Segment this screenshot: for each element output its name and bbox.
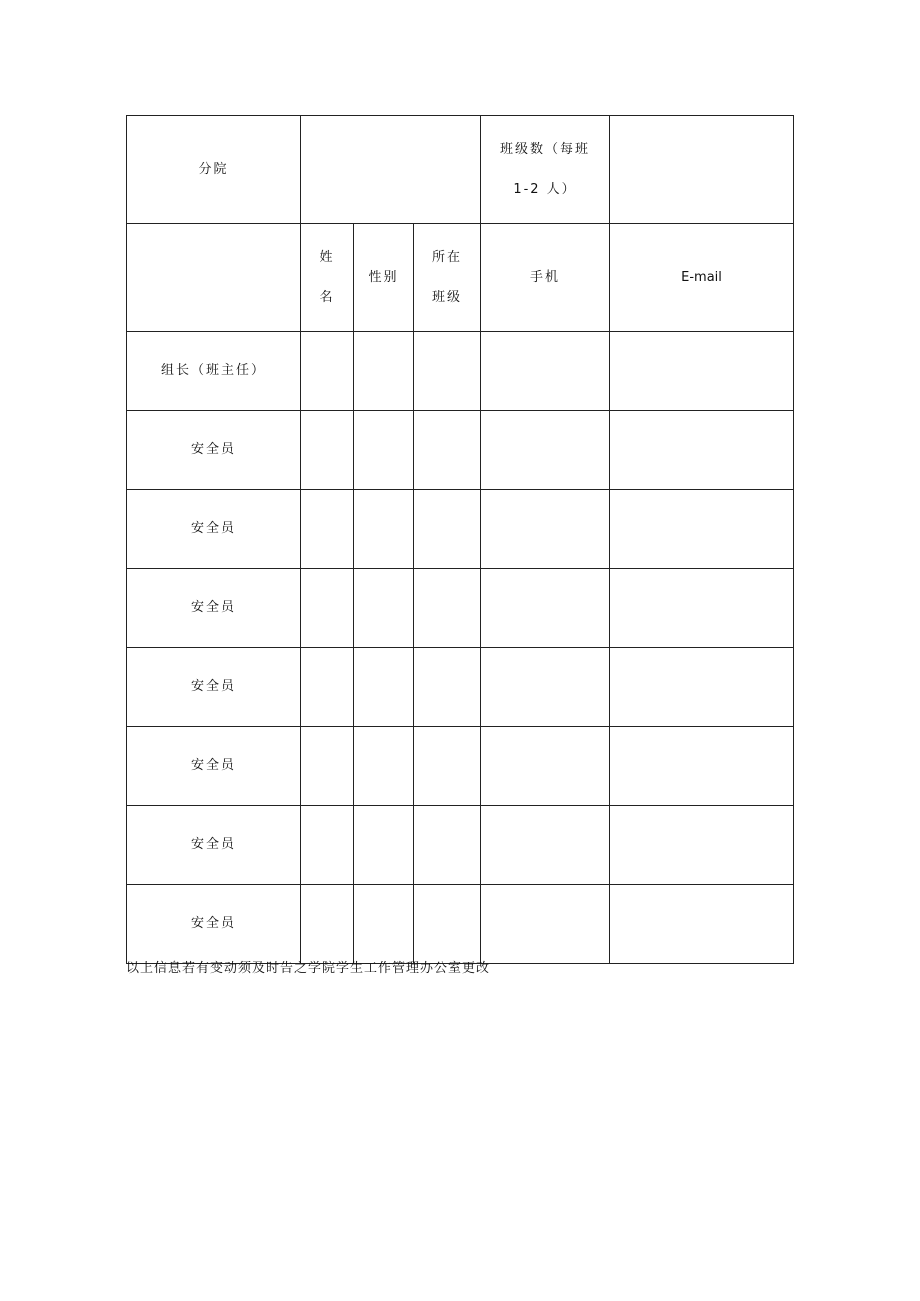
member-label-cell	[127, 806, 301, 885]
member-name-cell[interactable]	[301, 727, 354, 806]
leader-gender-cell[interactable]	[354, 332, 414, 411]
member-class-cell[interactable]	[414, 411, 481, 490]
name-header-line1: 姓	[319, 249, 335, 265]
leader-class-cell[interactable]	[414, 332, 481, 411]
member-row	[127, 648, 794, 727]
member-name-cell[interactable]	[301, 569, 354, 648]
member-label: 安全员	[190, 916, 236, 931]
member-gender-cell[interactable]	[354, 806, 414, 885]
leader-row	[127, 332, 794, 411]
name-column-header	[301, 224, 354, 332]
leader-phone-cell[interactable]	[481, 332, 610, 411]
class-count-label-line2: 1-2 人）	[513, 181, 577, 197]
member-phone-cell[interactable]	[481, 727, 610, 806]
footer-note: 以上信息若有变动须及时告之学院学生工作管理办公室更改	[126, 961, 491, 976]
name-header-line2: 名	[319, 289, 335, 305]
member-label: 安全员	[190, 837, 236, 852]
member-phone-cell[interactable]	[481, 806, 610, 885]
member-label-cell	[127, 727, 301, 806]
member-phone-cell[interactable]	[481, 490, 610, 569]
member-class-cell[interactable]	[414, 727, 481, 806]
leader-label: 组长（班主任）	[160, 363, 266, 378]
member-class-cell[interactable]	[414, 885, 481, 964]
member-row	[127, 727, 794, 806]
column-header-row	[127, 224, 794, 332]
phone-header-text: 手机	[530, 269, 561, 285]
member-class-cell[interactable]	[414, 490, 481, 569]
member-gender-cell[interactable]	[354, 569, 414, 648]
member-gender-cell[interactable]	[354, 411, 414, 490]
member-gender-cell[interactable]	[354, 885, 414, 964]
member-row	[127, 806, 794, 885]
member-label: 安全员	[190, 521, 236, 536]
member-label-cell	[127, 885, 301, 964]
header-row	[127, 116, 794, 224]
member-email-cell[interactable]	[610, 490, 794, 569]
member-row	[127, 885, 794, 964]
gender-column-header	[354, 224, 414, 332]
member-email-cell[interactable]	[610, 885, 794, 964]
member-row	[127, 490, 794, 569]
member-phone-cell[interactable]	[481, 885, 610, 964]
member-email-cell[interactable]	[610, 727, 794, 806]
gender-header-text: 性别	[368, 269, 399, 285]
member-name-cell[interactable]	[301, 648, 354, 727]
member-gender-cell[interactable]	[354, 727, 414, 806]
member-row	[127, 569, 794, 648]
class-column-header	[414, 224, 481, 332]
class-count-value-cell[interactable]	[610, 116, 794, 224]
class-header-line2: 班级	[432, 289, 463, 305]
branch-value-cell[interactable]	[301, 116, 481, 224]
class-count-label-cell	[481, 116, 610, 224]
member-label-cell	[127, 648, 301, 727]
leader-name-cell[interactable]	[301, 332, 354, 411]
email-column-header	[610, 224, 794, 332]
member-name-cell[interactable]	[301, 490, 354, 569]
email-header-text: E-mail	[681, 269, 722, 285]
member-label-cell	[127, 490, 301, 569]
leader-label-cell	[127, 332, 301, 411]
member-label-cell	[127, 569, 301, 648]
branch-label: 分院	[198, 161, 229, 177]
member-name-cell[interactable]	[301, 885, 354, 964]
member-gender-cell[interactable]	[354, 490, 414, 569]
member-gender-cell[interactable]	[354, 648, 414, 727]
class-count-label-line1: 班级数（每班	[500, 141, 591, 157]
member-email-cell[interactable]	[610, 569, 794, 648]
member-label-cell	[127, 411, 301, 490]
member-class-cell[interactable]	[414, 569, 481, 648]
member-phone-cell[interactable]	[481, 648, 610, 727]
member-email-cell[interactable]	[610, 411, 794, 490]
member-name-cell[interactable]	[301, 411, 354, 490]
member-label: 安全员	[190, 442, 236, 457]
member-phone-cell[interactable]	[481, 411, 610, 490]
branch-label-cell	[127, 116, 301, 224]
member-label: 安全员	[190, 600, 236, 615]
member-name-cell[interactable]	[301, 806, 354, 885]
phone-column-header	[481, 224, 610, 332]
member-email-cell[interactable]	[610, 648, 794, 727]
class-header-line1: 所在	[432, 249, 463, 265]
member-phone-cell[interactable]	[481, 569, 610, 648]
member-class-cell[interactable]	[414, 806, 481, 885]
role-column-header	[127, 224, 301, 332]
safety-staff-form-table	[126, 115, 794, 964]
member-label: 安全员	[190, 758, 236, 773]
leader-email-cell[interactable]	[610, 332, 794, 411]
member-class-cell[interactable]	[414, 648, 481, 727]
member-email-cell[interactable]	[610, 806, 794, 885]
member-row	[127, 411, 794, 490]
member-label: 安全员	[190, 679, 236, 694]
